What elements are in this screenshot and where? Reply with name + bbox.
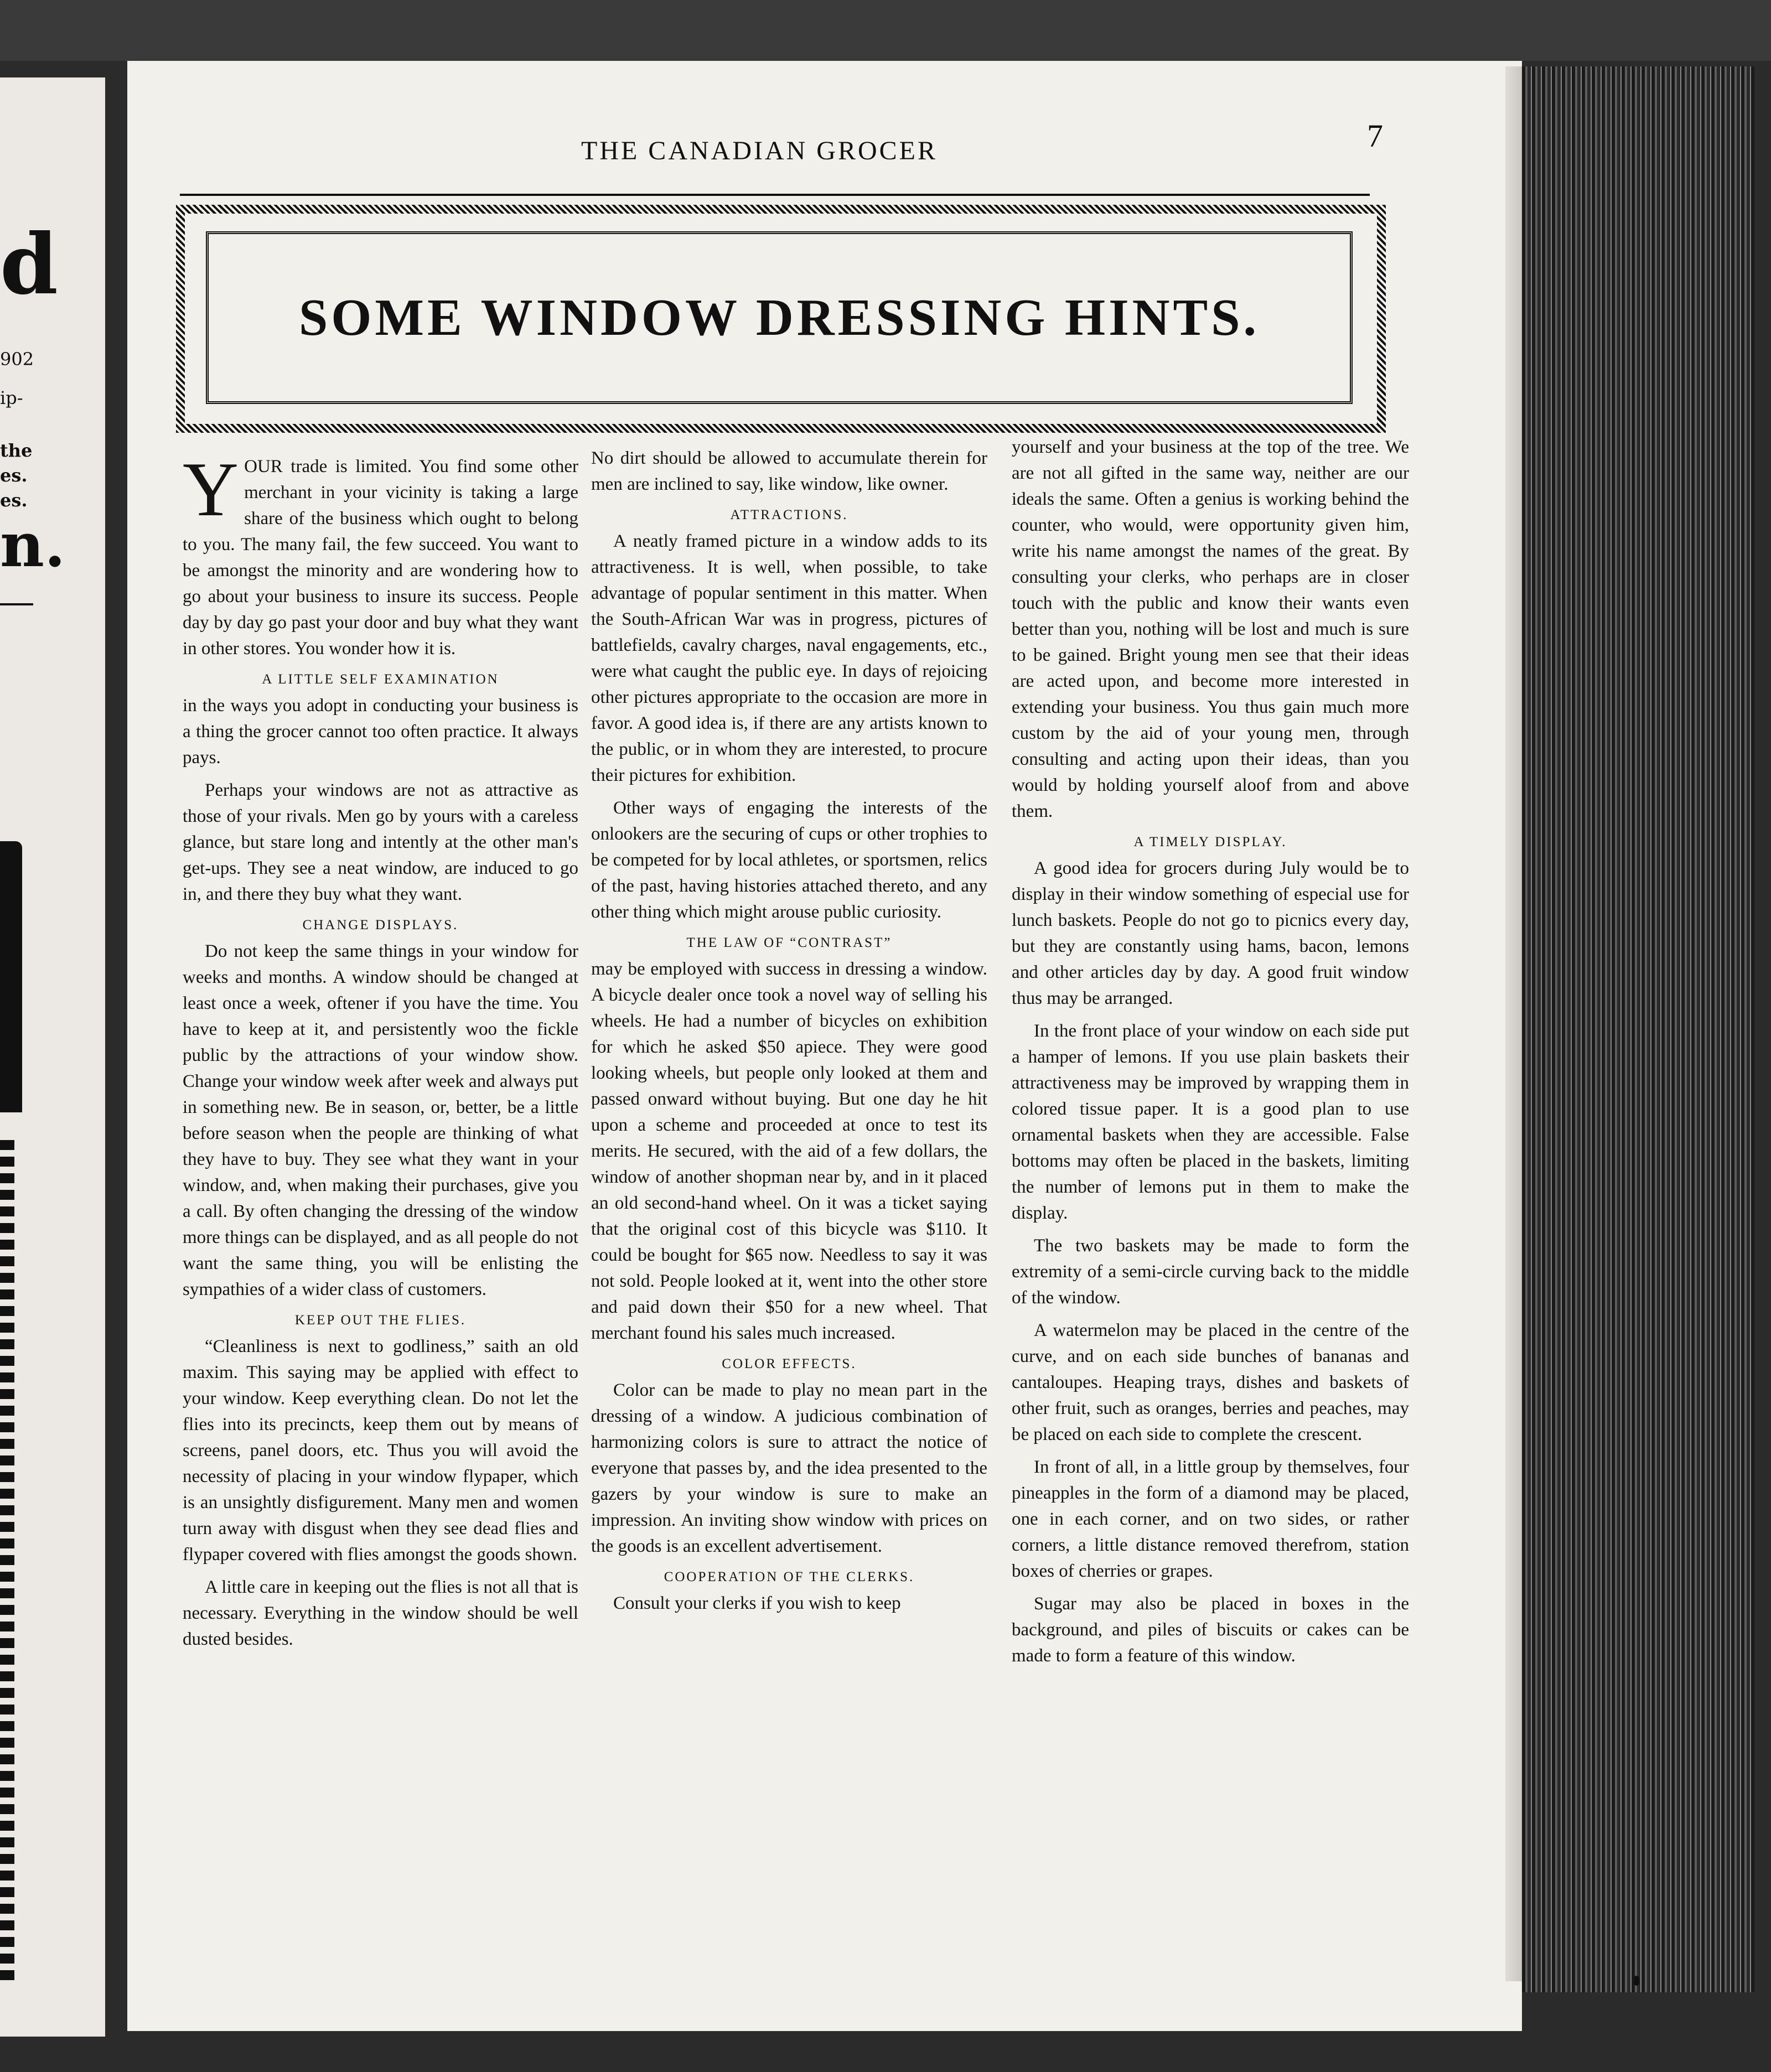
heading-cooperation: COOPERATION OF THE CLERKS. [664,1569,915,1584]
heading-color-effects: COLOR EFFECTS. [722,1356,857,1371]
fragment-ip: ip- [0,387,23,408]
running-head: THE CANADIAN GROCER [581,136,938,165]
paragraph-windows: Perhaps your windows are not as attractive as those of your rivals. Men go by yours with a careless glance, but stare long and intently at the other man's get-ups. They see a neat window, are induced to go in, and there they buy what they want. [183,780,578,904]
paragraph-color: Color can be made to play no mean part in the dressing of a window. A judicious combination of harmonizing colors is sure to attract the notice of everyone that passes by, and the idea presented to the gazers by your window is sure to make an impression. An inviting show window with prices on the goods is an excellent advertisement. [591,1380,987,1556]
paragraph-other-ways: Other ways of engaging the interests of the onlookers are the securing of cups or other trophies to be competed for by local athletes, or sportsmen, relics of the past, having histories attached thereto, and any other thing which might arouse public curiosity. [591,798,987,922]
heading-attractions: ATTRACTIONS. [730,507,848,522]
fragment-the: the [0,440,33,461]
paragraph-cooperation-cont: yourself and your business at the top of the tree. We are not all gifted in the same way, neither are our ideals the same. Often a genius is working behind the counter, who would, were opportunity given him, write his name amongst the names of the great. By consulting your clerks, who perhaps are in closer touch with the public and know their wants even better than you, nothing will be lost and much is sure to be gained. Bright young men see that their ideas are acted upon, and become more interested in extending your business. You thus gain much more custom by the aid of your young men, through consulting and acting upon their ideas, than you would by holding yourself aloof from and above them. [1012,437,1409,821]
scan-speck [1634,1976,1639,1986]
paragraph-front-place: In the front place of your window on each side put a hamper of lemons. If you use plain baskets their attractiveness may be improved by wrapping them in colored tissue paper. It is a good plan to use ornamental baskets when they are accessible. False bottoms may often be placed in the baskets, limiting the number of lemons put in them to make the display. [1012,1021,1409,1223]
fragment-es1: es. [0,465,28,486]
heading-timely-display: A TIMELY DISPLAY. [1133,835,1287,849]
page-number: 7 [1367,118,1383,154]
facing-page-edge [0,77,105,2037]
heading-self-examination: A LITTLE SELF EXAMINATION [262,672,499,687]
scan-background [0,0,1771,61]
paragraph-picture: A neatly framed picture in a window adds to its attractiveness. It is well, when possible, to take advantage of popular sentiment in this matter. When the South-African War was in progress, pictures of battlefields, cavalry charges, naval engagements, etc., were what caught the public eye. In days of rejoicing other pictures appropriate to the occasion are more in favor. A good idea is, if there are any artists known to the public, or in whom they are interested, to procure their pictures for exhibition. [591,531,987,785]
heading-change-displays: CHANGE DISPLAYS. [302,918,459,933]
drop-cap: Y [183,447,239,532]
paragraph-timely: A good idea for grocers during July would be to display in their window something of especial use for lunch baskets. People do not go to picnics every day, but they are constantly using hams, bacon, lemons and other articles day by day. A good fruit window thus may be arranged. [1012,858,1409,1008]
paragraph-change-displays: Do not keep the same things in your window for weeks and months. A window should be changed at least once a week, oftener if you have the time. You have to keep at it, and persistently woo the fickle public by the attractions of your window show. Change your window week after week and always put in something new. Be in season, or, better, be a little before season when the people are thinking of what they have to buy. They see what they want in your window, and, when making their purchases, give you a call. By often changing the dressing of the window more things can be displayed, and as all people do not want the same thing, you will be enlisting the sympathies of a wider class of customers. [183,941,578,1299]
paragraph-two-baskets: The two baskets may be made to form the extremity of a semi-circle curving back to the middle of the window. [1012,1236,1409,1308]
paragraph-flies: “Cleanliness is next to godliness,” saith an old maxim. This saying may be applied with effect to your window. Keep everything clean. Do not let the flies into its precincts, keep them out by means of screens, panel doors, etc. Thus you will avoid the necessity of placing in your window flypaper, which is an unsightly disfigurement. Many men and women turn away with disgust when they see dead flies and flypaper covered with flies amongst the goods shown. [183,1337,578,1565]
paragraph-watermelon: A watermelon may be placed in the centre of the curve, and on each side bunches of bananas and cantaloupes. Heaping trays, dishes and baskets of other fruit, such as oranges, berries and peaches, may be placed on each side to complete the crescent. [1012,1320,1409,1444]
column-3 [1012,434,1409,1676]
paragraph-care: A little care in keeping out the flies is not all that is necessary. Everything in the window should be well dusted besides. [183,1577,578,1649]
heading-law-of-contrast: THE LAW OF “CONTRAST” [686,935,892,950]
paragraph-cooperation: Consult your clerks if you wish to keep [613,1593,901,1613]
paragraph-pineapples: In front of all, in a little group by themselves, four pineapples in the form of a diamond may be placed, one in each corner, and on two sides, or rather corners, a little distance removed therefrom, station boxes of cherries or grapes. [1012,1457,1409,1581]
intro-text: OUR trade is limited. You find some other merchant in your vicinity is taking a large share of the business which ought to belong to you. The many fail, the few succeed. You want to be amongst the minority and are wondering how to go about your business to insure its success. People day by day go past your door and buy what they want in other stores. You wonder how it is. [183,457,578,659]
paragraph-sugar: Sugar may also be placed in boxes in the background, and piles of biscuits or cakes can be made to form a feature of this window. [1012,1594,1409,1666]
fragment-es2: es. [0,490,28,511]
intro-paragraph [183,447,578,662]
book-fore-edge [1522,66,1754,1992]
fragment-year: 902 [0,349,34,370]
paragraph-contrast: may be employed with success in dressing a window. A bicycle dealer once took a novel way of selling his wheels. He had a number of bicycles on exhibition for which he asked $50 apiece. They were good looking wheels, but people only looked at them and passed onward without buying. But one day he hit upon a scheme and proceeded at once to test its merits. He secured, with the aid of a few dollars, the window of another shopman near by, and in it placed an old second-hand wheel. On it was a ticket saying that the original cost of this bicycle was $110. It could be bought for $65 now. Needless to say it was not sold. People looked at it, went into the other store and paid down their $50 for a new wheel. That merchant found his sales much increased. [591,959,987,1343]
article-title: SOME WINDOW DRESSING HINTS. [298,289,1260,346]
fragment-n: n. [0,509,66,581]
paragraph-self-examination: in the ways you adopt in conducting your business is a thing the grocer cannot too often practice. It always pays. [183,696,578,768]
paragraph-dirt: No dirt should be allowed to accumulate therein for men are inclined to say, like window, like owner. [591,448,987,494]
column-2 [591,446,987,1623]
fragment-bottle-ad [0,841,22,1112]
fragment-dotted-border [0,1140,14,1981]
header-rule [180,194,1370,196]
fragment-d: d [0,216,58,313]
column-1 [183,447,578,1659]
heading-keep-out-flies: KEEP OUT THE FLIES. [294,1313,467,1328]
fragment-rule [0,603,33,605]
